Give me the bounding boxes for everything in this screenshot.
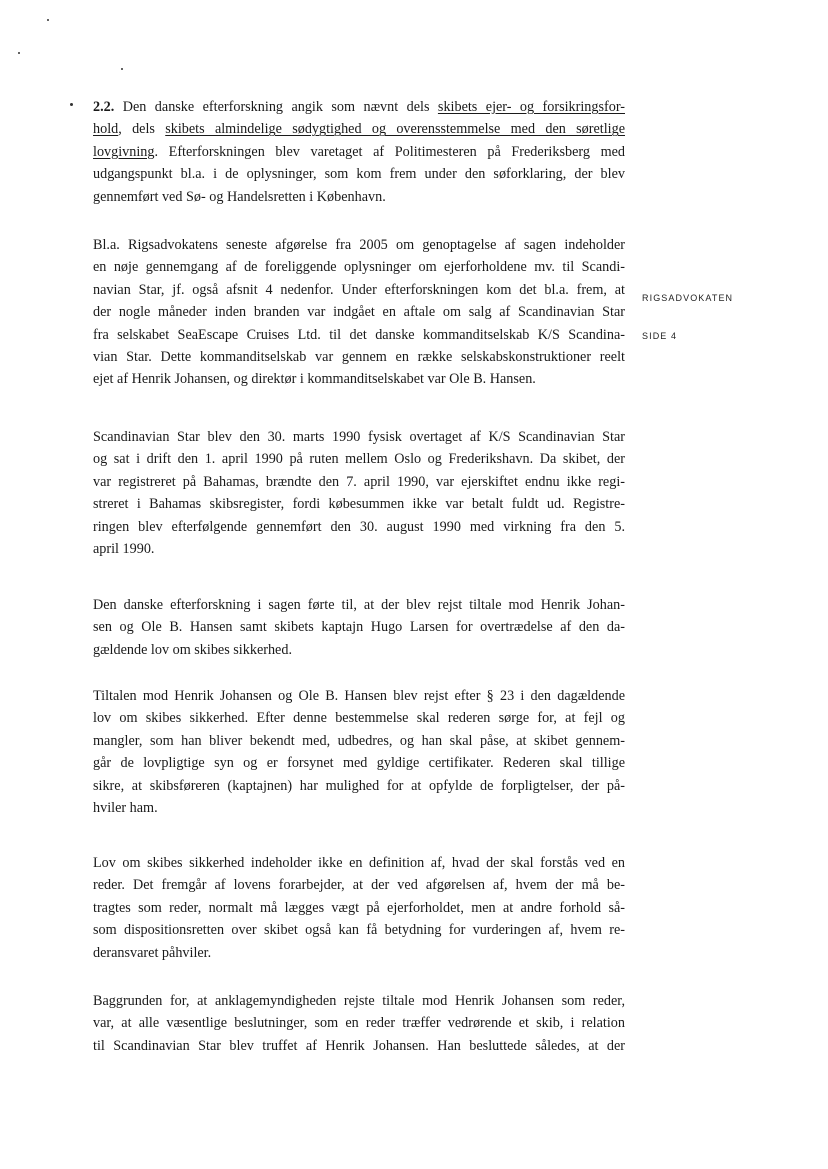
text-segment: der nogle måneder inden branden var indgået en aftale om salg af Scandinavian Star xyxy=(93,304,625,321)
scan-speck xyxy=(121,68,123,70)
text-segment: gældende lov om skibes sikkerhed. xyxy=(93,641,292,658)
paragraph xyxy=(93,234,625,391)
text-line xyxy=(93,919,625,941)
text-segment: Bl.a. Rigsadvokatens seneste afgørelse fra 2005 om genoptagelse af sagen indeholder xyxy=(93,237,625,253)
paragraph xyxy=(93,426,625,560)
text-line xyxy=(93,471,625,493)
text-line xyxy=(93,279,625,301)
text-segment: Baggrunden for, at anklagemyndigheden rejste tiltale mod Henrik Johansen som reder, xyxy=(93,993,625,1009)
text-segment: som dispositionsretten over skibet også kan få betydning for vurderingen af, hvem re- xyxy=(93,922,625,939)
text-segment: og sat i drift den 1. april 1990 på ruten mellem Oslo og Frederikshavn. Da skibet, der xyxy=(93,451,625,468)
text-line xyxy=(93,163,625,185)
text-line xyxy=(93,775,625,797)
text-line xyxy=(93,797,625,819)
text-line xyxy=(93,752,625,774)
text-line xyxy=(93,594,625,616)
text-segment: reder. Det fremgår af lovens forarbejder, at der ved afgørelsen af, hvem der må be- xyxy=(93,877,625,894)
text-segment: Tiltalen mod Henrik Johansen og Ole B. Hansen blev rejst efter § 23 i den dagældende xyxy=(93,688,625,704)
text-segment: , dels xyxy=(118,121,166,138)
paragraph xyxy=(93,685,625,819)
text-line xyxy=(93,346,625,368)
paragraph xyxy=(93,96,625,208)
text-line xyxy=(93,516,625,538)
text-line xyxy=(93,942,625,964)
text-line xyxy=(93,324,625,346)
text-line xyxy=(93,538,625,560)
text-line xyxy=(93,874,625,896)
text-segment: sen og Ole B. Hansen samt skibets kaptajn Hugo Larsen for overtrædelse af den da- xyxy=(93,619,625,636)
text-segment: . Efterforskningen blev varetaget af Politimesteren på Frederiksberg med xyxy=(154,143,625,160)
text-line xyxy=(93,426,625,448)
text-segment: mangler, som han bliver bekendt med, udbedres, og han skal påse, at skibet gennem- xyxy=(93,732,625,749)
text-line xyxy=(93,186,625,208)
text-segment: streret i Bahamas skibsregister, fordi købesummen ikke var betalt fuldt ud. Registre- xyxy=(93,496,625,513)
text-segment: Scandinavian Star blev den 30. marts 1990 fysisk overtaget af K/S Scandinavian Star xyxy=(93,429,625,445)
text-segment: går de lovpligtige syn og er forsynet med gyldige certifikater. Rederen skal tillige xyxy=(93,755,625,772)
text-line xyxy=(93,616,625,638)
paragraph xyxy=(93,594,625,661)
text-segment: Den danske efterforskning i sagen førte til, at der blev rejst tiltale mod Henrik Johan- xyxy=(93,597,625,613)
text-segment: vian Star. Dette kommanditselskab var gennem en række selskabskonstruktioner reelt xyxy=(93,348,625,365)
underlined-text: hold xyxy=(93,121,119,138)
section-number: 2.2. xyxy=(93,99,115,115)
text-line xyxy=(93,368,625,390)
text-line xyxy=(93,707,625,729)
text-line xyxy=(93,852,625,874)
sidebar-office-name: RIGSADVOKATEN xyxy=(642,293,734,303)
text-segment: navian Star, jf. også afsnit 4 nedenfor. Under efterforskningen kom det bl.a. frem, at xyxy=(93,281,625,298)
text-segment: var registreret på Bahamas, brændte den 7. april 1990, var ejerskiftet endnu ikke regi- xyxy=(93,473,625,490)
text-line xyxy=(93,493,625,515)
text-segment: til Scandinavian Star blev truffet af Henrik Johansen. Han besluttede således, at der xyxy=(93,1037,625,1054)
text-segment: en nøje gennemgang af de foreliggende oplysninger om ejerforholdene mv. til Scandi- xyxy=(93,259,625,276)
text-segment: var, at alle væsentlige beslutninger, som en reder træffer vedrørende et skib, i relation xyxy=(93,1015,625,1032)
text-segment: april 1990. xyxy=(93,540,155,557)
text-segment: gennemført ved Sø- og Handelsretten i København. xyxy=(93,188,386,205)
scan-speck xyxy=(47,19,49,21)
text-line xyxy=(93,141,625,163)
text-line xyxy=(93,639,625,661)
text-line xyxy=(93,234,625,256)
text-line xyxy=(93,730,625,752)
text-line xyxy=(93,118,625,140)
text-line xyxy=(93,685,625,707)
paragraph xyxy=(93,852,625,964)
text-line xyxy=(93,1035,625,1057)
text-line xyxy=(93,448,625,470)
text-segment: ejet af Henrik Johansen, og direktør i kommanditselskabet var Ole B. Hansen. xyxy=(93,371,536,388)
text-line xyxy=(93,301,625,323)
text-segment: sikre, at skibsføreren (kaptajnen) har mulighed for at opfylde de forpligtelser, der på- xyxy=(93,777,625,794)
text-segment: fra selskabet SeaEscape Cruises Ltd. til det danske kommanditselskab K/S Scandina- xyxy=(93,326,625,343)
text-segment: tragtes som reder, normalt må lægges vægt på ejerforholdet, men at andre forhold så- xyxy=(93,899,625,916)
text-line xyxy=(93,897,625,919)
text-segment: lov om skibes sikkerhed. Efter denne bestemmelse skal rederen sørge for, at fejl og xyxy=(93,710,625,727)
text-segment: deransvaret påhviler. xyxy=(93,944,212,961)
scan-speck xyxy=(18,52,20,54)
text-segment: Den danske efterforskning angik som nævnt dels xyxy=(114,99,438,115)
text-line xyxy=(93,96,625,118)
paragraph xyxy=(93,990,625,1057)
sidebar-page-label: SIDE 4 xyxy=(642,331,678,341)
text-line xyxy=(93,256,625,278)
text-segment: udgangspunkt bl.a. i de oplysninger, som kom frem under den søforklaring, der blev xyxy=(93,166,625,183)
underlined-text: skibets almindelige sødygtighed og overensstemmelse med den søretlige xyxy=(165,121,625,138)
text-line xyxy=(93,990,625,1012)
text-line xyxy=(93,1012,625,1034)
underlined-text: skibets ejer- og forsikringsfor- xyxy=(437,99,625,115)
text-segment: hviler ham. xyxy=(93,799,158,816)
text-segment: Lov om skibes sikkerhed indeholder ikke en definition af, hvad der skal forstås ved en xyxy=(93,855,625,871)
underlined-text: lovgivning xyxy=(93,143,155,160)
margin-mark xyxy=(70,103,73,106)
text-segment: ringen blev efterfølgende gennemført den 30. august 1990 med virkning fra den 5. xyxy=(93,518,625,535)
